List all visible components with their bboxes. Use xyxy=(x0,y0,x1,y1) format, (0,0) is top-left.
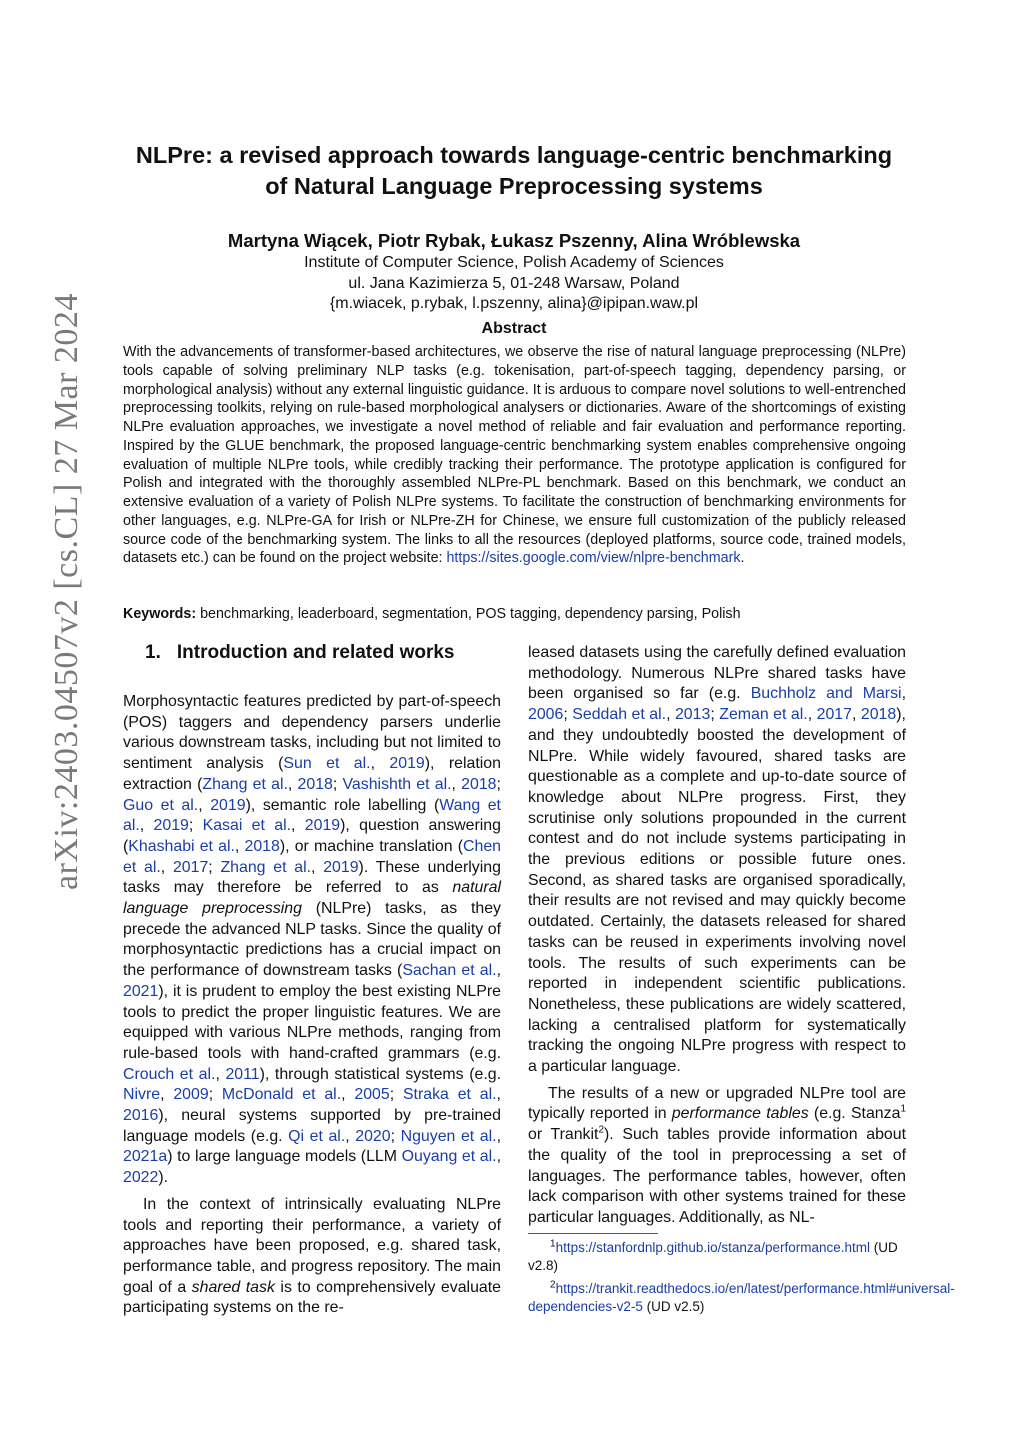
arxiv-identifier-stamp: arXiv:2403.04507v2 [cs.CL] 27 Mar 2024 xyxy=(48,293,85,890)
citation-link[interactable]: 2017 xyxy=(172,858,209,876)
text-run: ; xyxy=(208,1086,222,1104)
citation-link[interactable]: 2006 xyxy=(528,706,564,724)
text-run: Morphosyntactic features predicted by part-of-speech (POS) taggers and dependency parsers underlie various downstream tasks, including but not limited to sentiment analysis ( xyxy=(123,693,501,773)
right-column xyxy=(528,643,906,1229)
citation-link[interactable]: Nguyen et al. xyxy=(400,1127,497,1145)
text-run: , xyxy=(160,858,173,876)
section-title: Introduction and related works xyxy=(176,642,455,663)
text-run: , xyxy=(496,1086,501,1104)
text-run: , xyxy=(215,1065,226,1083)
citation-link[interactable]: 2018 xyxy=(244,837,280,855)
footnote-1-mark: 1 xyxy=(550,1238,556,1250)
text-run: or Trankit xyxy=(528,1126,599,1144)
citation-link[interactable]: Straka et al. xyxy=(402,1086,497,1104)
footnote-1-note: (UD v2.8) xyxy=(528,1240,898,1274)
abstract-heading: Abstract xyxy=(481,320,547,337)
footnote-2-link[interactable]: https://trankit.readthedocs.io/en/latest/performance.html#universal-dependencies-v2-5 xyxy=(528,1280,955,1314)
abstract-body xyxy=(123,343,906,568)
citation-link[interactable]: 2005 xyxy=(354,1086,390,1104)
citation-link[interactable]: Chen et al. xyxy=(123,837,501,876)
text-run: , xyxy=(139,817,154,835)
footnote-2-note: (UD v2.5) xyxy=(642,1298,705,1314)
text-run: , xyxy=(807,706,817,724)
paper-title-line-1: NLPre: a revised approach towards language-centric benchmarking xyxy=(135,142,893,168)
citation-link[interactable]: 2019 xyxy=(210,796,246,814)
paper-title-line-2: of Natural Language Preprocessing systems xyxy=(265,173,763,199)
text-run: ; xyxy=(563,706,573,724)
citation-link[interactable]: Sun et al. xyxy=(283,755,371,773)
text-run: , xyxy=(311,858,324,876)
text-run: ), neural systems supported by pre-trained language models (e.g. xyxy=(123,1107,501,1145)
text-run: ; xyxy=(389,1086,403,1104)
text-run: , xyxy=(345,1127,356,1145)
footnote-rule xyxy=(528,1233,658,1234)
citation-link[interactable]: 2020 xyxy=(355,1127,391,1145)
section-number: 1. xyxy=(145,642,161,663)
text-run: leased datasets using the carefully defined evaluation methodology. Numerous NLPre shared tasks have been organised so far (e.g. xyxy=(528,644,906,703)
citation-link[interactable]: 2016 xyxy=(123,1107,159,1125)
text-run: , xyxy=(666,706,675,724)
left-column xyxy=(123,692,501,1319)
text-run: , xyxy=(234,837,245,855)
footnote-ref[interactable]: 1 xyxy=(900,1104,906,1116)
text-run: , xyxy=(496,1148,501,1166)
citation-link[interactable]: Zeman et al. xyxy=(719,706,808,724)
text-run: ). These underlying tasks may therefore be referred to as xyxy=(123,858,501,897)
text-run: ), semantic role labelling ( xyxy=(245,796,440,814)
citation-link[interactable]: 2021a xyxy=(123,1148,168,1166)
footnote-2-mark: 2 xyxy=(550,1279,556,1291)
citation-link[interactable]: McDonald et al. xyxy=(221,1086,342,1104)
text-run: , xyxy=(496,1127,501,1145)
citation-link[interactable]: Seddah et al. xyxy=(572,706,667,724)
italic-term: natural language preprocessing xyxy=(123,879,501,918)
text-run: ), it is prudent to employ the best existing NLPre tools to predict the proper linguistic features. We are equipped with various NLPre methods, ranging from rule-based tools with hand-crafted grammars (e.g. xyxy=(123,982,501,1062)
citation-link[interactable]: 2017 xyxy=(816,706,852,724)
citation-link[interactable]: 2009 xyxy=(173,1086,209,1104)
footnote-2 xyxy=(528,1279,955,1317)
citation-link[interactable]: 2018 xyxy=(860,706,897,724)
author-list: Martyna Wiącek, Piotr Rybak, Łukasz Pszenny, Alina Wróblewska xyxy=(227,230,801,251)
text-run: ). xyxy=(158,1169,169,1187)
citation-link[interactable]: Khashabi et al. xyxy=(128,837,235,855)
paper-title xyxy=(100,140,928,202)
citation-link[interactable]: 2018 xyxy=(461,775,497,793)
citation-link[interactable]: 2013 xyxy=(674,706,711,724)
section-heading xyxy=(145,642,455,664)
text-run: The results of a new or upgraded NLPre tool are typically reported in xyxy=(528,1084,906,1123)
text-run: , xyxy=(198,796,211,814)
text-run: ; xyxy=(188,817,203,835)
text-run: , xyxy=(451,775,462,793)
citation-link[interactable]: 2018 xyxy=(297,775,333,793)
paragraph-intro-1 xyxy=(123,692,501,1189)
citation-link[interactable]: Sachan et al. xyxy=(402,962,497,980)
citation-link[interactable]: Buchholz and Marsi xyxy=(750,685,902,703)
abstract-text: With the advancements of transformer-based architectures, we observe the rise of natural language preprocessing (NLPre) tools capable of solving preliminary NLP tasks (e.g. tokenisation, part-of-speech tagging, dependency parsing, or morphological analysis) without any external linguistic guidance. It is arduous to compare novel solutions to well-entrenched preprocessing toolkits, relying on rule-based morphological analysers or dictionaries. Aware of the shortcomings of existing NLPre evaluation approaches, we investigate a novel method of reliable and fair evaluation and performance reporting. Inspired by the GLUE benchmark, the proposed language-centric benchmarking system enables comprehensive ongoing evaluation of multiple NLPre tools, while credibly tracking their performance. The prototype application is configured for Polish and integrated with the thoroughly assembled NLPre-PL benchmark. Based on this benchmark, we conduct an extensive evaluation of a variety of Polish NLPre systems. To facilitate the construction of benchmarking environments for other languages, e.g. NLPre-GA for Irish or NLPre-ZH for Chinese, we ensure full customization of the publicly released source code of the benchmarking system. The links to all the resources (deployed platforms, source code, trained models, datasets etc.) can be found on the project website: xyxy=(123,344,906,567)
citation-link[interactable]: Ouyang et al. xyxy=(401,1148,497,1166)
citation-link[interactable]: 2019 xyxy=(323,858,359,876)
text-run: (e.g. Stanza xyxy=(808,1105,901,1123)
citation-link[interactable]: 2019 xyxy=(389,755,425,773)
paragraph-performance-tables xyxy=(528,1084,906,1229)
citation-link[interactable]: 2011 xyxy=(225,1065,260,1083)
footnote-ref[interactable]: 2 xyxy=(598,1124,605,1136)
text-run: ), through statistical systems (e.g. xyxy=(259,1065,501,1083)
text-run: , xyxy=(291,817,305,835)
text-run: ), question answering ( xyxy=(123,817,501,855)
citation-link[interactable]: Zhang et al. xyxy=(202,775,288,793)
emails: {m.wiacek, p.rybak, l.pszenny, alina}@ipipan.waw.pl xyxy=(329,295,699,312)
text-run: , xyxy=(341,1086,355,1104)
text-run: , xyxy=(160,1086,174,1104)
footnotes xyxy=(528,1238,955,1316)
citation-link[interactable]: Guo et al. xyxy=(123,796,199,814)
text-run: ; xyxy=(710,706,720,724)
text-run: In the context of intrinsically evaluating NLPre tools and reporting their performance, a variety of approaches have been proposed, e.g. shared task, performance table, and progress repository. The main goal of a xyxy=(123,1195,501,1296)
paragraph-intro-2 xyxy=(123,1195,501,1319)
citation-link[interactable]: Vashishth et al. xyxy=(342,775,452,793)
paragraph-shared-tasks xyxy=(528,643,906,1078)
text-run: is to comprehensively evaluate participating systems on the re- xyxy=(123,1278,501,1317)
text-run: ; xyxy=(390,1127,401,1145)
italic-term: shared task xyxy=(191,1278,275,1296)
text-run: ). Such tables provide information about the quality of the tool in preprocessing a set of languages. The performance tables, however, often lack comparison with other systems trained for these particular languages. Additionally, as NL- xyxy=(528,1126,906,1226)
text-run: ) to large language models (LLM xyxy=(167,1148,402,1166)
italic-term: performance tables xyxy=(671,1105,809,1123)
citation-link[interactable]: 2019 xyxy=(153,817,189,835)
text-run: , xyxy=(496,962,501,980)
text-run: ), relation extraction ( xyxy=(123,755,501,793)
citation-link[interactable]: 2022 xyxy=(123,1169,159,1187)
address: ul. Jana Kazimierza 5, 01-248 Warsaw, Poland xyxy=(348,274,680,292)
citation-link[interactable]: Kasai et al. xyxy=(202,817,292,835)
text-run: ), and they undoubtedly boosted the development of NLPre. While widely favoured, shared tasks are questionable as a complete and up-to-date source of knowledge about NLPre progress. First, they scrutinise only solutions propounded in the current contest and do not include systems participating in the previous editions or possible future ones. Second, as shared tasks are organised sporadically, their results are not revised and may quickly become outdated. Certainly, the datasets released for shared tasks can be reused in experiments involving novel tools. The results of such experiments can be reported in independent scientific publications. Nonetheless, these publications are widely scattered, lacking a centralised platform for systematically tracking the ongoing NLPre progress with respect to a particular language. xyxy=(528,706,906,1076)
footnote-1-link[interactable]: https://stanfordnlp.github.io/stanza/performance.html xyxy=(555,1240,870,1255)
citation-link[interactable]: Crouch et al. xyxy=(123,1065,216,1083)
project-website-link[interactable]: https://sites.google.com/view/nlpre-benchmark xyxy=(446,550,741,567)
citation-link[interactable]: Qi et al. xyxy=(288,1127,346,1145)
citation-link[interactable]: 2019 xyxy=(304,817,341,835)
text-run: (NLPre) tasks, as they precede the advanced NLP tasks. Since the quality of morphosyntactic predictions has a crucial impact on the performance of downstream tasks ( xyxy=(123,900,502,980)
citation-link[interactable]: 2021 xyxy=(123,982,159,1000)
citation-link[interactable]: Zhang et al. xyxy=(220,858,312,876)
text-run: , xyxy=(287,775,298,793)
text-run: , xyxy=(851,706,861,724)
keywords-text: benchmarking, leaderboard, segmentation, POS tagging, dependency parsing, Polish xyxy=(200,606,741,622)
citation-link[interactable]: Wang et al. xyxy=(123,796,501,835)
keywords-line xyxy=(123,606,906,622)
text-run: , xyxy=(370,755,390,773)
text-run: ), or machine translation ( xyxy=(279,837,463,855)
text-run: ; xyxy=(332,775,343,793)
abstract-end: . xyxy=(740,550,745,567)
keywords-label: Keywords: xyxy=(123,606,197,622)
affiliation-block xyxy=(100,253,928,315)
institute: Institute of Computer Science, Polish Academy of Sciences xyxy=(304,254,724,271)
text-run: ; xyxy=(496,775,501,793)
text-run: , xyxy=(901,685,906,703)
citation-link[interactable]: Nivre xyxy=(123,1086,161,1104)
footnote-1 xyxy=(528,1239,908,1276)
text-run: ; xyxy=(208,858,221,876)
